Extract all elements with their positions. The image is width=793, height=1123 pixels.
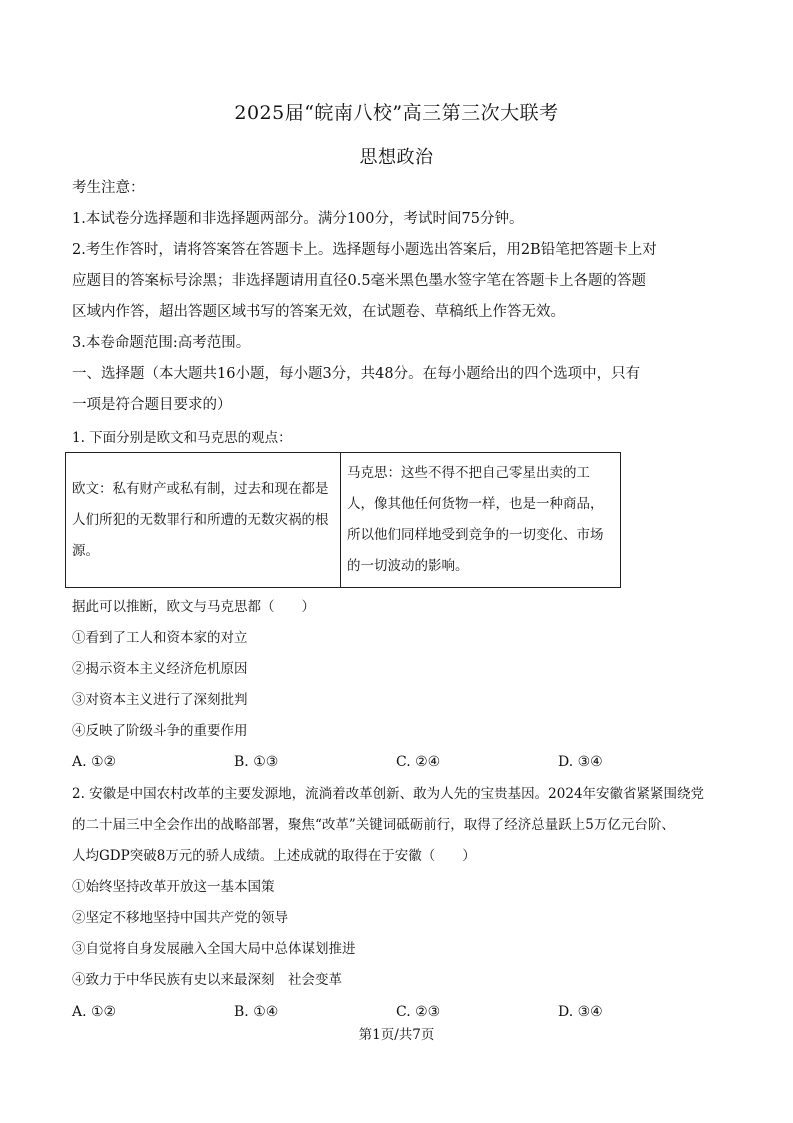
q2-option-c[interactable]: C. ②③ [396, 1004, 441, 1020]
notice-heading: 考生注意： [72, 180, 145, 196]
q1-option-b[interactable]: B. ①③ [234, 754, 279, 770]
section-heading-cont: 一项是符合题目要求的） [72, 397, 232, 413]
q2-stem-cont: 人均GDP突破8万元的骄人成绩。上述成就的取得在于安徽（ ） [72, 848, 476, 864]
subject-title: 思想政治 [359, 147, 434, 168]
q2-option-a[interactable]: A. ①② [72, 1004, 117, 1020]
notice-item: 应题目的答案标号涂黑；非选择题请用直径0.5毫米黑色墨水签字笔在答题卡上各题的答题 [72, 273, 647, 289]
q2-statement: ④致力于中华民族有史以来最深刻 社会变革 [72, 972, 342, 988]
q2-statement: ③自觉将自身发展融入全国大局中总体谋划推进 [72, 941, 356, 957]
q1-statement: ④反映了阶级斗争的重要作用 [72, 723, 248, 739]
q1-option-c[interactable]: C. ②④ [396, 754, 441, 770]
q1-option-a[interactable]: A. ①② [72, 754, 117, 770]
q2-stem: 2. 安徽是中国农村改革的主要发源地，流淌着改革创新、敢为人先的宝贵基因。2024年安徽省紧紧围绕党 [72, 786, 705, 802]
q1-question: 据此可以推断，欧文与马克思都（ ） [72, 599, 315, 615]
owen-quote: 欧文：私有财产或私有制，过去和现在都是人们所犯的无数罪行和所遭的无数灾祸的根源。 [66, 453, 341, 588]
q1-statement: ①看到了工人和资本家的对立 [72, 630, 248, 646]
q2-statement: ②坚定不移地坚持中国共产党的领导 [72, 910, 288, 926]
q2-stem-cont: 的二十届三中全会作出的战略部署，聚焦“改革”关键词砥砺前行，取得了经济总量跃上5万亿元台阶、 [72, 817, 675, 833]
q1-statement: ②揭示资本主义经济危机原因 [72, 661, 248, 677]
notice-item: 3.本卷命题范围:高考范围。 [72, 335, 251, 351]
q1-option-d[interactable]: D. ③④ [558, 754, 603, 770]
q2-option-b[interactable]: B. ①④ [234, 1004, 279, 1020]
marx-quote: 马克思：这些不得不把自己零星出卖的工人，像其他任何货物一样，也是一种商品，所以他们同样地受到竞争的一切变化、市场的一切波动的影响。 [341, 453, 621, 588]
notice-item: 1.本试卷分选择题和非选择题两部分。满分100分，考试时间75分钟。 [72, 211, 524, 227]
q1-statement: ③对资本主义进行了深刻批判 [72, 692, 248, 708]
notice-item: 2.考生作答时，请将答案答在答题卡上。选择题每小题选出答案后，用2B铅笔把答题卡上对 [72, 242, 657, 258]
q1-quote-table [65, 452, 621, 588]
page-number: 第1页/共7页 [358, 1027, 435, 1043]
q2-option-d[interactable]: D. ③④ [558, 1004, 603, 1020]
q1-stem: 1. 下面分别是欧文和马克思的观点： [72, 430, 292, 446]
notice-item: 区域内作答，超出答题区域书写的答案无效，在试题卷、草稿纸上作答无效。 [72, 304, 565, 320]
q2-statement: ①始终坚持改革开放这一基本国策 [72, 879, 275, 895]
exam-title: 2025届“皖南八校”高三第三次大联考 [234, 102, 559, 124]
section-heading: 一、选择题（本大题共16小题，每小题3分，共48分。在每小题给出的四个选项中，只有 [72, 366, 641, 382]
